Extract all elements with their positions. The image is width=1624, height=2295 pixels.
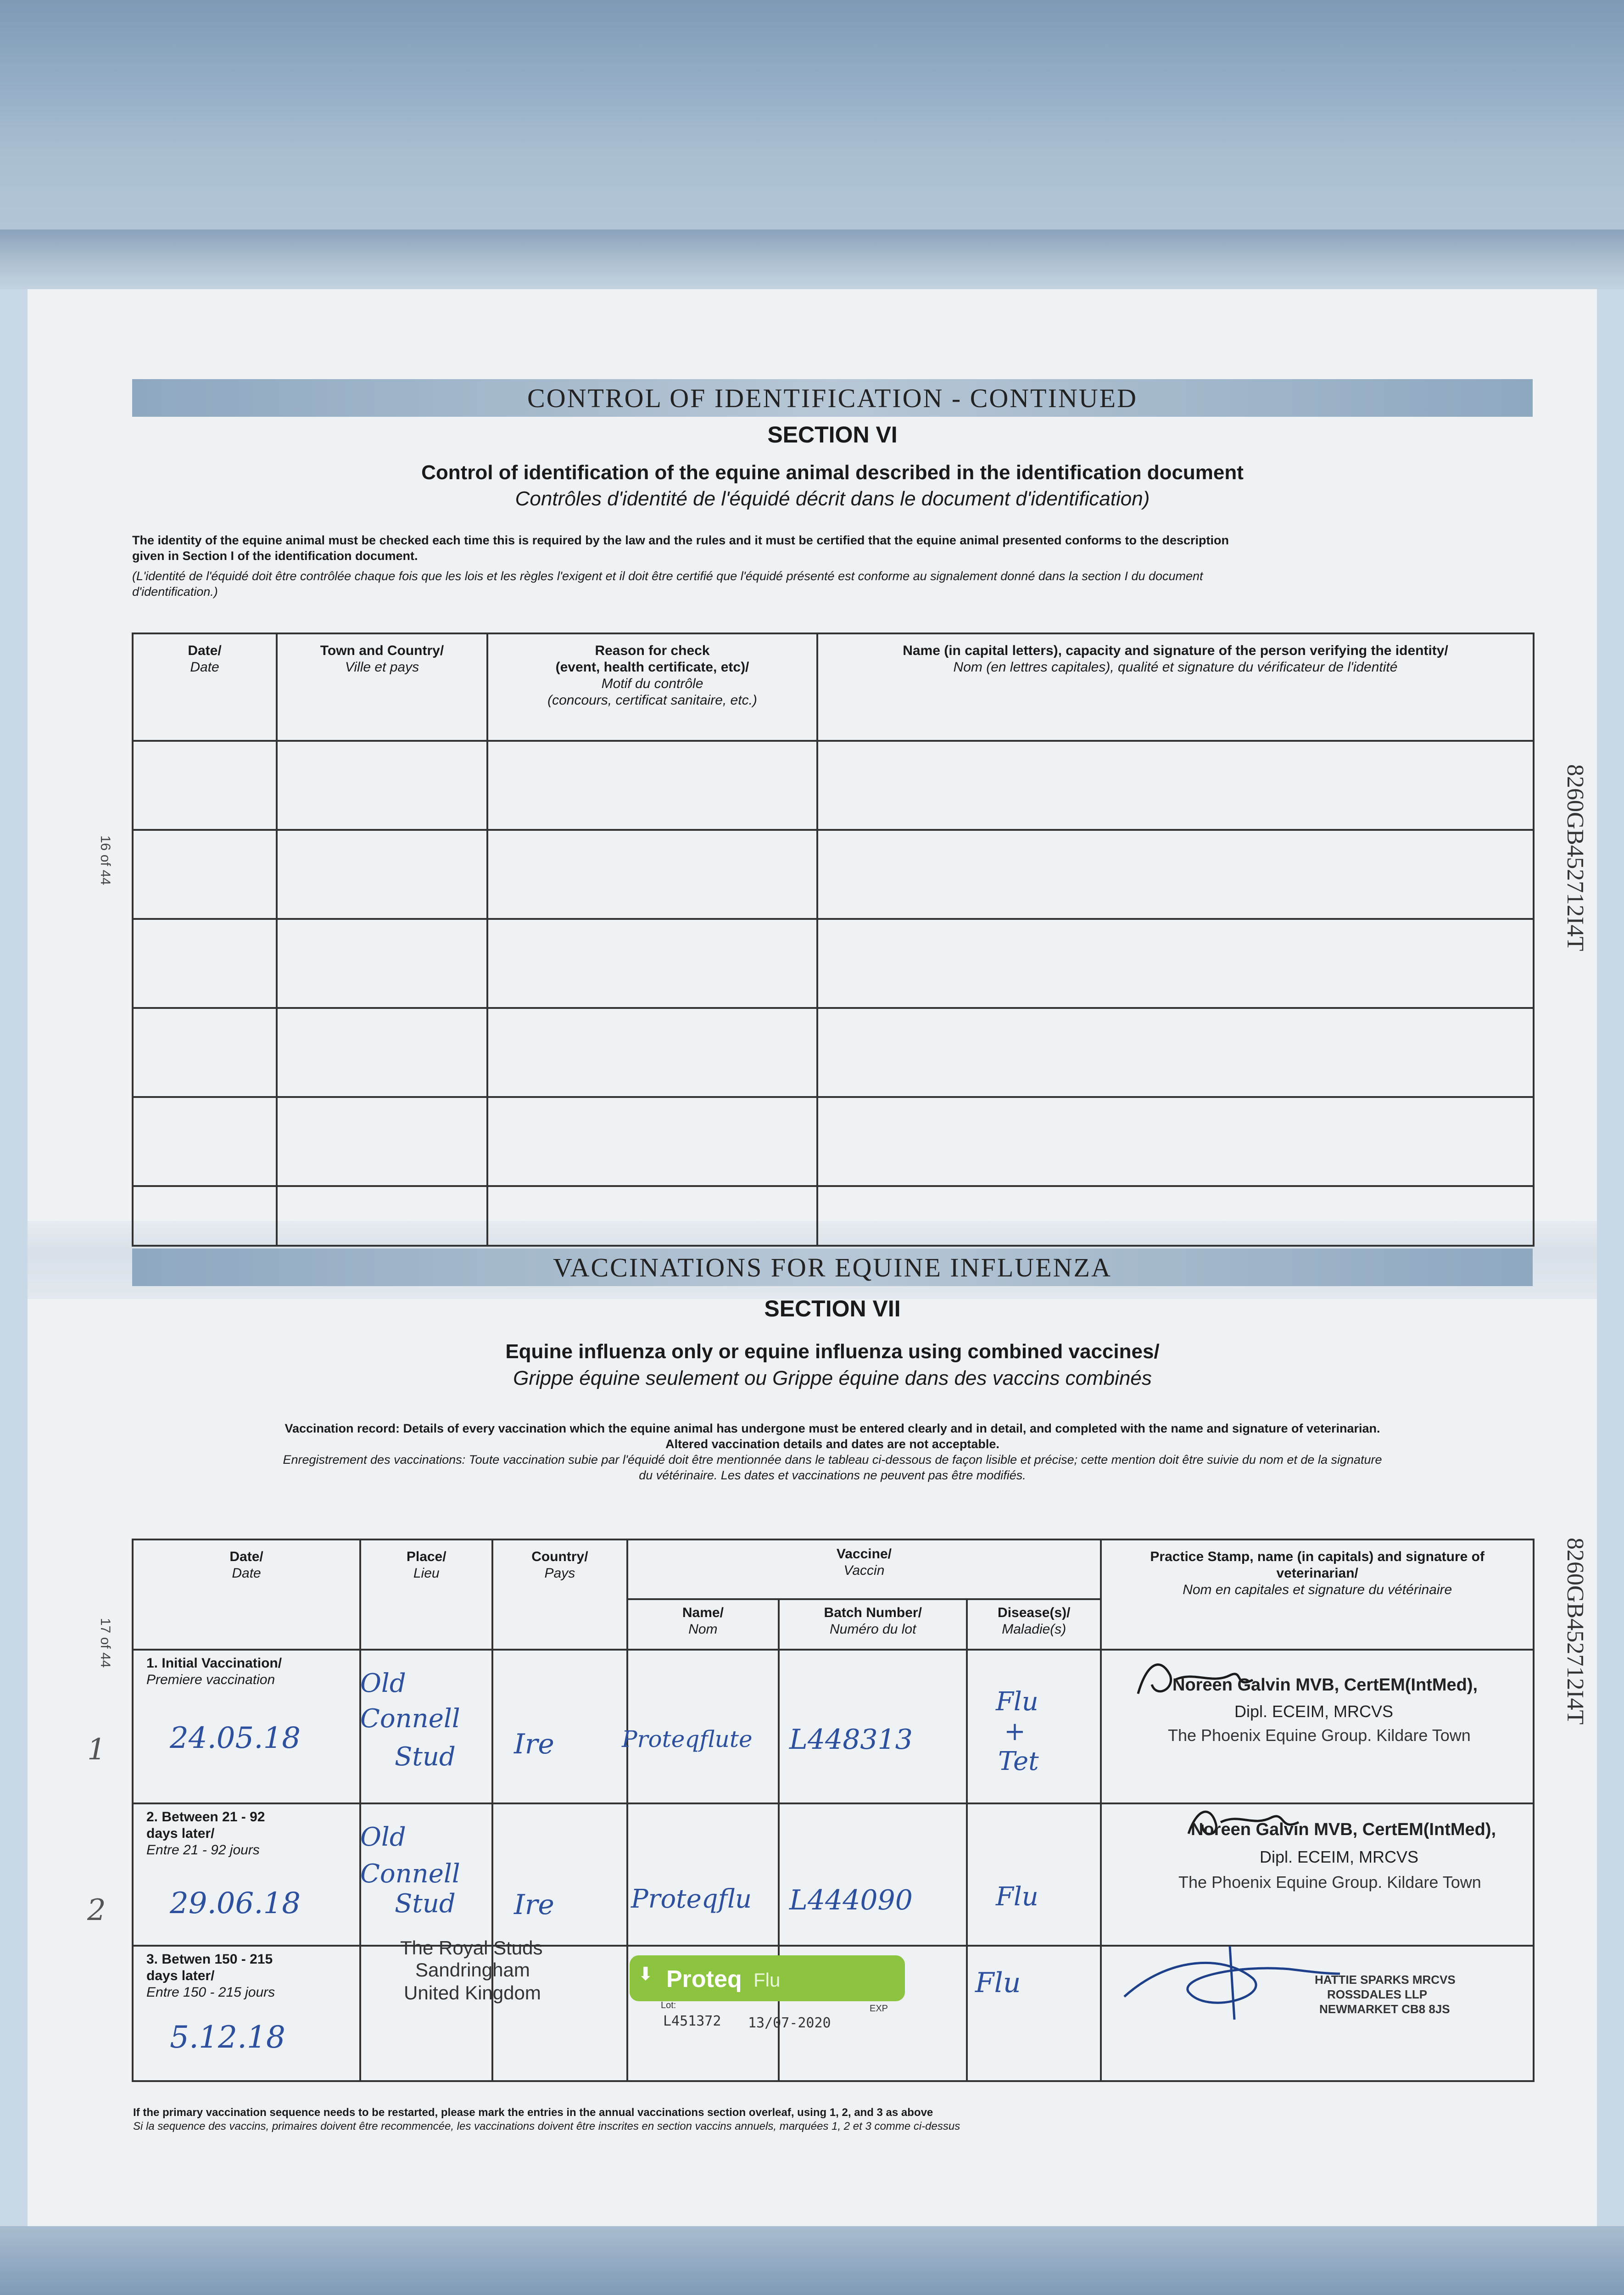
row3-signature (1115, 1937, 1345, 2024)
row2-stamp-line1: Noreen Galvin MVB, CertEM(IntMed), (1191, 1820, 1496, 1839)
row3-sticker-lot-label: Lot: (661, 2000, 676, 2010)
row2-place-line1: Old (360, 1822, 406, 1852)
section6-intro-fr-line2: d'identification.) (132, 585, 218, 599)
s6-header-reason: Reason for check (event, health certificate, etc)/ Motif du contrôle (concours, certificat sanitaire, etc.) (487, 633, 817, 741)
s6-row (133, 919, 1534, 1008)
s6-cell[interactable] (487, 1008, 817, 1097)
row3-sticker-exp: 13/07-2020 (748, 2015, 831, 2031)
passport-number-bottom: 8260GB452712I4T (1562, 1538, 1588, 1725)
s6-cell[interactable] (487, 1186, 817, 1246)
s7-row3-disease[interactable] (967, 1946, 1101, 2081)
section6-intro-en-line1: The identity of the equine animal must be checked each time this is required by the law and the rules and it must be certified that the equine animal presented conforms to the description (132, 533, 1229, 547)
s6-cell[interactable] (817, 919, 1534, 1008)
scan-background-bottom (0, 2226, 1624, 2295)
s7-row2-disease[interactable] (967, 1803, 1101, 1946)
row2-place-line2: Connell (360, 1859, 460, 1889)
s7-header-country: Country/ Pays (492, 1539, 627, 1650)
s6-cell[interactable] (277, 830, 487, 919)
s7-row1-country[interactable] (492, 1650, 627, 1803)
s7-row2-country[interactable] (492, 1803, 627, 1946)
s7-header-stamp: Practice Stamp, name (in capitals) and signature of veterinarian/ Nom en capitales et signature du vétérinaire (1101, 1539, 1534, 1650)
footnote-en: If the primary vaccination sequence needs to be restarted, please mark the entries in the annual vaccinations section overleaf, using 1, 2, and 3 as above (133, 2106, 933, 2119)
row3-disease-line1: Flu (975, 1967, 1021, 1999)
s7-row1-disease[interactable] (967, 1650, 1101, 1803)
section6-heading: SECTION VI (767, 422, 898, 448)
s7-row3-label: 3. Betwen 150 - 215 days later/ Entre 150 - 215 jours (133, 1946, 360, 2081)
s6-cell[interactable] (133, 1008, 277, 1097)
s6-cell[interactable] (133, 741, 277, 830)
section6-title-en: Control of identification of the equine animal described in the identification document (421, 461, 1244, 484)
s7-row1-label: 1. Initial Vaccination/ Premiere vaccination (133, 1650, 360, 1803)
s6-cell[interactable] (817, 741, 1534, 830)
row3-place-line1: The Royal Studs (400, 1937, 543, 1959)
row3-date-handwritten: 5.12.18 (170, 2020, 285, 2055)
row1-place-line1: Old (360, 1668, 406, 1698)
row1-vaccine-name: Proteqflute (622, 1726, 753, 1752)
s6-cell[interactable] (487, 741, 817, 830)
s7-header-batch: Batch Number/ Numéro du lot (779, 1599, 967, 1650)
section7-heading: SECTION VII (764, 1296, 901, 1321)
row1-stamp-line1: Noreen Galvin MVB, CertEM(IntMed), (1172, 1675, 1478, 1695)
section7-record-fr-line1: Enregistrement des vaccinations: Toute vaccination subie par l'équidé doit être mentionnée dans le tableau ci-dessous de façon lisible et précise; cette mention doit être suivie du nom et de la signature (283, 1453, 1382, 1467)
section6-identity-check-table (132, 633, 1535, 1247)
row2-batch-number: L444090 (789, 1884, 913, 1916)
sticker-download-icon: ⬇ (638, 1964, 653, 1984)
section6-intro-fr (132, 568, 1536, 599)
s7-header-date: Date/ Date (133, 1539, 360, 1650)
s6-cell[interactable] (133, 1097, 277, 1186)
row2-stamp-line3: The Phoenix Equine Group. Kildare Town (1178, 1873, 1481, 1892)
s6-cell[interactable] (817, 1186, 1534, 1246)
page-number-top: 16 of 44 (98, 835, 113, 885)
row1-disease-line1: Flu (996, 1687, 1038, 1717)
footnote-fr: Si la sequence des vaccins, primaires doivent être recommencée, les vaccinations doivent être inscrites en section vaccins annuels, marquées 1, 2 et 3 comme ci-dessus (133, 2120, 960, 2133)
s6-row (133, 1097, 1534, 1186)
section7-record-en-line2: Altered vaccination details and dates are not acceptable. (665, 1437, 999, 1451)
sticker-brand: Proteq (666, 1966, 742, 1993)
s6-cell[interactable] (817, 1097, 1534, 1186)
row2-country: Ire (514, 1889, 554, 1921)
s6-row (133, 741, 1534, 830)
section7-title-fr: Grippe équine seulement ou Grippe équine dans des vaccins combinés (513, 1367, 1152, 1389)
row1-stamp-line3: The Phoenix Equine Group. Kildare Town (1168, 1726, 1471, 1745)
s7-header-vaccine: Vaccine/ Vaccin (627, 1539, 1101, 1599)
s7-row2-name[interactable] (627, 1803, 779, 1946)
row3-stamp-line2: ROSSDALES LLP (1327, 1987, 1428, 2001)
row2-place-line3: Stud (395, 1889, 456, 1919)
row1-place-line3: Stud (395, 1742, 456, 1772)
row1-batch-number: L448313 (789, 1724, 913, 1756)
row3-stamp-line1: HATTIE SPARKS MRCVS (1315, 1973, 1456, 1987)
s6-cell[interactable] (277, 1008, 487, 1097)
row1-disease-line2: + (1004, 1717, 1026, 1746)
s6-row (133, 1008, 1534, 1097)
section6-intro-fr-line1: (L'identité de l'équidé doit être contrôlée chaque fois que les lois et les règles l'exigent et il doit être certifié que l'équidé présenté est conforme au signalement donné dans la section I du document (132, 569, 1203, 583)
section6-intro-en-line2: given in Section I of the identification document. (132, 549, 418, 563)
row3-vaccine-sticker (630, 1955, 905, 2001)
row1-country: Ire (514, 1728, 554, 1760)
s6-cell[interactable] (133, 830, 277, 919)
s6-header-date: Date/ Date (133, 633, 277, 741)
row3-place-line2: Sandringham (415, 1959, 530, 1981)
section7-record-text (132, 1421, 1533, 1483)
s6-row (133, 830, 1534, 919)
section7-record-en-line1: Vaccination record: Details of every vaccination which the equine animal has undergone must be entered clearly and in detail, and completed with the name and signature of veterinarian. (285, 1422, 1380, 1435)
s6-cell[interactable] (277, 741, 487, 830)
sticker-brand-suffix: Flu (753, 1969, 781, 1991)
section7-banner: VACCINATIONS FOR EQUINE INFLUENZA (132, 1248, 1533, 1286)
section7-title-en: Equine influenza only or equine influenza using combined vaccines/ (505, 1340, 1160, 1363)
s6-cell[interactable] (817, 830, 1534, 919)
s6-cell[interactable] (133, 919, 277, 1008)
s6-cell[interactable] (487, 1097, 817, 1186)
row1-place-line2: Connell (360, 1704, 460, 1734)
section6-banner: CONTROL OF IDENTIFICATION - CONTINUED (132, 379, 1533, 417)
row1-date-handwritten: 24.05.18 (170, 1721, 301, 1755)
row1-stamp-line2: Dipl. ECEIM, MRCVS (1234, 1702, 1394, 1721)
s6-cell[interactable] (487, 919, 817, 1008)
row3-place-line3: United Kingdom (404, 1982, 541, 2004)
row2-stamp-line2: Dipl. ECEIM, MRCVS (1260, 1847, 1419, 1866)
row3-sticker-exp-label: EXP (870, 2004, 888, 2014)
row3-stamp-line3: NEWMARKET CB8 8JS (1319, 2002, 1450, 2016)
row1-disease-line3: Tet (998, 1746, 1039, 1776)
row2-margin-mark: 2 (87, 1893, 106, 1927)
section7-record-fr-line2: du vétérinaire. Les dates et vaccinations ne peuvent pas être modifiés. (639, 1468, 1026, 1482)
s7-header-place: Place/ Lieu (360, 1539, 492, 1650)
s6-cell[interactable] (133, 1186, 277, 1246)
passport-number-top: 8260GB452712I4T (1562, 764, 1588, 952)
s7-header-disease: Disease(s)/ Maladie(s) (967, 1599, 1101, 1650)
s6-cell[interactable] (277, 1186, 487, 1246)
s6-cell[interactable] (277, 1097, 487, 1186)
s6-cell[interactable] (277, 919, 487, 1008)
s6-row (133, 1186, 1534, 1246)
row3-sticker-lot: L451372 (663, 2013, 721, 2029)
s6-cell[interactable] (487, 830, 817, 919)
s7-row2-label: 2. Between 21 - 92 days later/ Entre 21 - 92 jours (133, 1803, 360, 1946)
s6-header-town: Town and Country/ Ville et pays (277, 633, 487, 741)
row2-disease-line1: Flu (996, 1882, 1038, 1912)
row1-margin-mark: 1 (87, 1733, 106, 1767)
s6-header-name: Name (in capital letters), capacity and signature of the person verifying the identity/ Nom (en lettres capitales), qualité et signature du vérificateur de l'identité (817, 633, 1534, 741)
page-number-bottom: 17 of 44 (98, 1618, 113, 1668)
s7-header-name: Name/ Nom (627, 1599, 779, 1650)
row2-date-handwritten: 29.06.18 (170, 1886, 301, 1920)
section6-title-fr: Contrôles d'identité de l'équidé décrit dans le document d'identification) (515, 487, 1150, 510)
row2-vaccine-name: Proteqflu (631, 1884, 752, 1914)
s7-row2-batch[interactable] (779, 1803, 967, 1946)
s6-cell[interactable] (817, 1008, 1534, 1097)
section6-intro-en (132, 532, 1536, 564)
page-fold-shadow-top (0, 230, 1624, 289)
